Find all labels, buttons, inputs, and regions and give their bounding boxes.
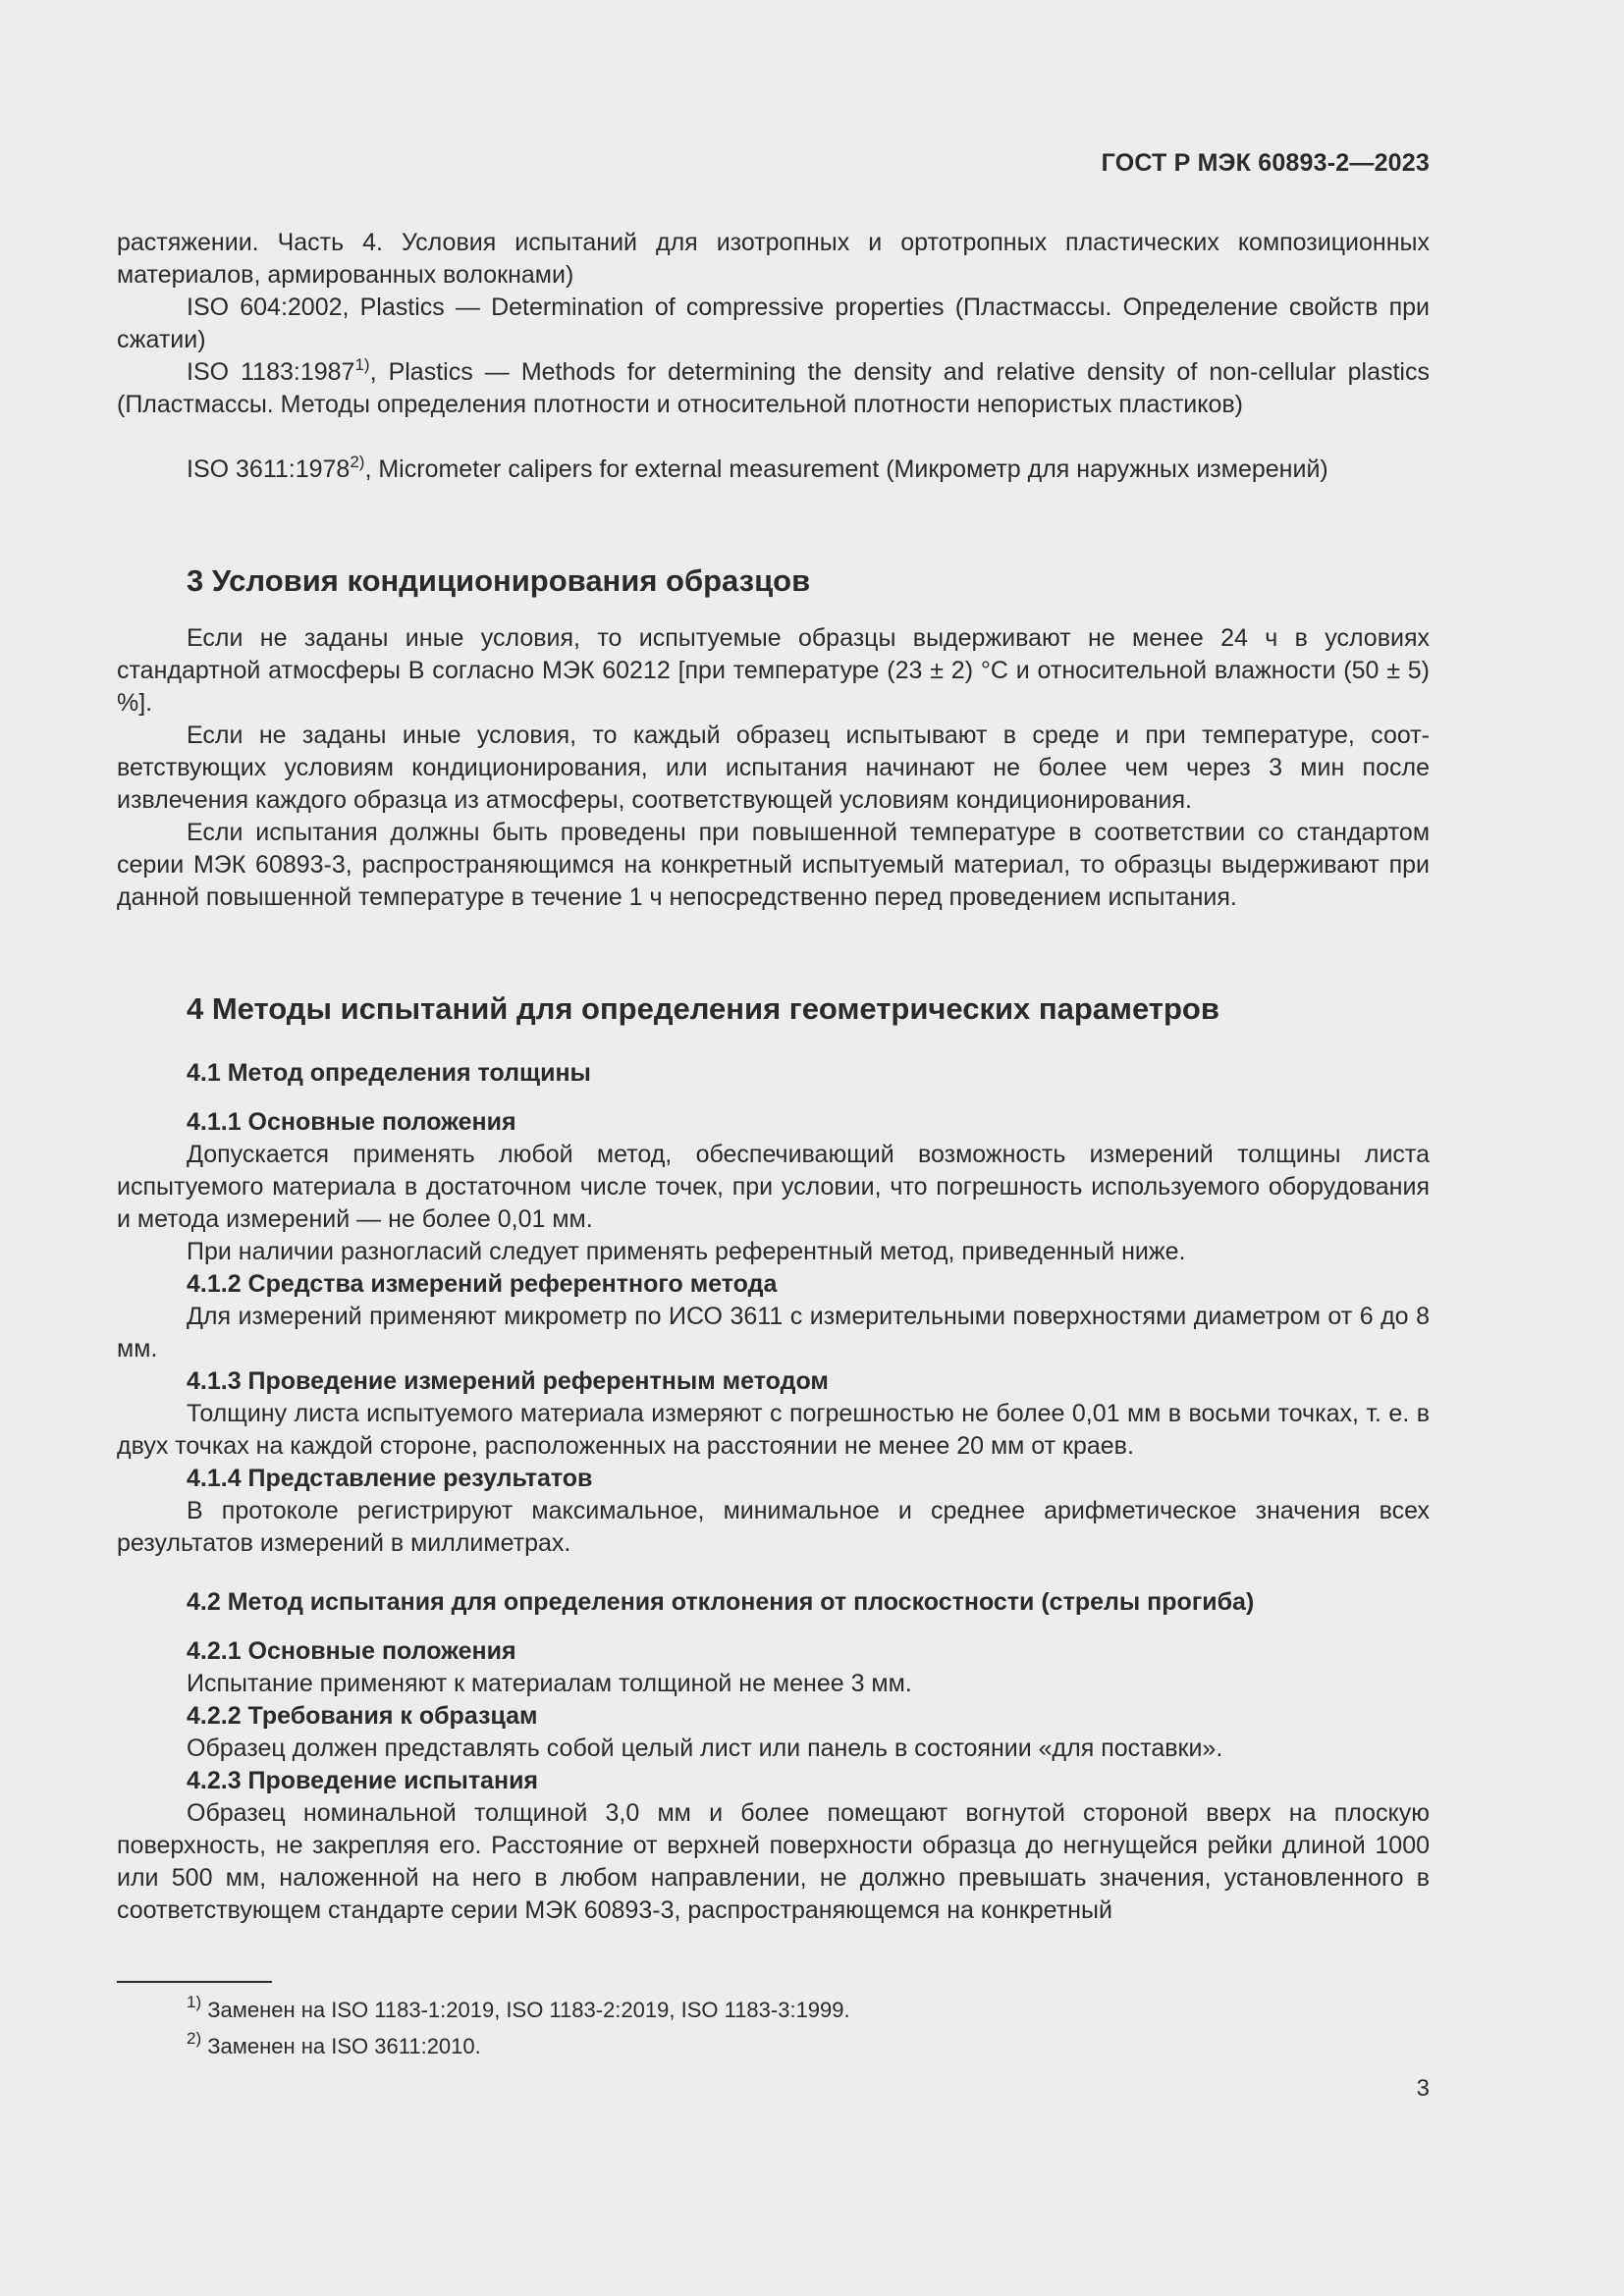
section-4-heading: 4 Методы испытаний для определения геометрических параметров [187,991,1219,1026]
section-4-2-3-para: Образец номинальной толщиной 3,0 мм и более помещают вогнутой стороной вверх на плоскую поверхность, не закрепляя его. Расстояние от верхней поверхности образца до негнущейся рейки длиной 1000 или 500 мм, наложенной на него в любом направлении, не должно превышать значения, установленного в соответствующем стандарте серии МЭК 60893-3, распространяющемся на конкретный [117,1799,1430,1924]
section-4-1-3-heading: 4.1.3 Проведение измерений референтным методом [187,1367,829,1395]
footnote-separator [117,1981,272,1983]
footnote-2: $^{2)}$ Заменен на ISO 3611:2010. [187,2029,481,2058]
footnote-ref-2: 2) [350,453,365,471]
section-4-1-1-para-2: При наличии разногласий следует применять референтный метод, приведенный ниже. [187,1238,1186,1265]
section-4-2-2-para: Образец должен представлять собой целый лист или панель в состоянии «для поставки». [187,1735,1223,1762]
ref-iso-3611: ISO 3611:1978$^{2)}$, Micrometer calipers for external measurement (Микрометр для наружных измерений) [187,453,1328,483]
section-4-1-1-heading: 4.1.1 Основные положения [187,1108,516,1136]
document-page [117,0,1430,2296]
section-4-1-2-heading: 4.1.2 Средства измерений референтного метода [187,1270,778,1298]
ref-iso-604: ISO 604:2002, Plastics — Determination of compressive properties (Пластмассы. Определение свойств при сжатии) [117,294,1430,353]
section-4-2-1-heading: 4.2.1 Основные положения [187,1637,516,1665]
section-4-2-2-heading: 4.2.2 Требования к образцам [187,1702,538,1730]
section-4-1-4-heading: 4.1.4 Представление результатов [187,1465,593,1492]
section-4-2-1-para: Испытание применяют к материалам толщиной не менее 3 мм. [187,1670,912,1697]
footnote-ref-1: 1) [354,355,370,374]
running-title: ГОСТ Р МЭК 60893-2—2023 [1101,149,1430,177]
ref-continuation: растяжении. Часть 4. Условия испытаний для изотропных и ортотропных пластических композиционных материалов, армированных волокнами) [117,229,1430,289]
section-4-2-heading: 4.2 Метод испытания для определения отклонения от плоскостности (стрелы прогиба) [187,1588,1255,1616]
section-4-1-4-para: В протоколе регистрируют максимальное, минимальное и среднее арифметическое значения всех результатов измерений в миллиметрах. [117,1497,1430,1557]
section-4-1-1-para-1: Допускается применять любой метод, обеспечивающий возможность измерений толщины листа испытуемого материала в достаточном числе точек, при условии, что погрешность используемого оборудования и метода измерений — не более 0,01 мм. [117,1141,1430,1233]
section-4-1-2-para: Для измерений применяют микрометр по ИСО 3611 с измерительными поверхностями диаметром от 6 до 8 мм. [117,1303,1430,1362]
section-3-para-1: Если не заданы иные условия, то испытуемые образцы выдерживают не менее 24 ч в условиях стандартной атмосферы В согласно МЭК 60212 [при температуре (23 ± 2) °С и относительной влажности (50 ± 5) %]. [117,624,1430,717]
section-3-para-2: Если не заданы иные условия, то каждый образец испытывают в среде и при температуре, соответствующих условиям кондиционирования, или испытания начинают не более чем через 3 мин после извлечения каждого образца из атмосферы, соответствующей условиям кондиционирования. [117,721,1430,814]
page-number: 3 [1416,2075,1430,2102]
ref-iso-1183: ISO 1183:1987$^{1)}$, Plastics — Methods for determining the density and relative density of non-cellular plastics (Пластмассы. Методы определения плотности и относительной плотности непористых пластиков) [117,355,1430,418]
section-4-2-3-heading: 4.2.3 Проведение испытания [187,1767,539,1794]
section-3-heading: 3 Условия кондиционирования образцов [187,563,811,598]
footnote-1: $^{1)}$ Заменен на ISO 1183-1:2019, ISO 1183-2:2019, ISO 1183-3:1999. [187,1993,850,2022]
section-4-1-heading: 4.1 Метод определения толщины [187,1059,591,1087]
section-4-1-3-para: Толщину листа испытуемого материала измеряют с погрешностью не более 0,01 мм в восьми точках, т. е. в двух точках на каждой стороне, расположенных на расстоянии не менее 20 мм от краев. [117,1400,1430,1460]
section-3-para-3: Если испытания должны быть проведены при повышенной температуре в соответствии со стандартом серии МЭК 60893-3, распространяющимся на конкретный испытуемый материал, то образцы выдерживают при данной повышенной температуре в течение 1 ч непосредственно перед проведением испытания. [117,819,1430,911]
